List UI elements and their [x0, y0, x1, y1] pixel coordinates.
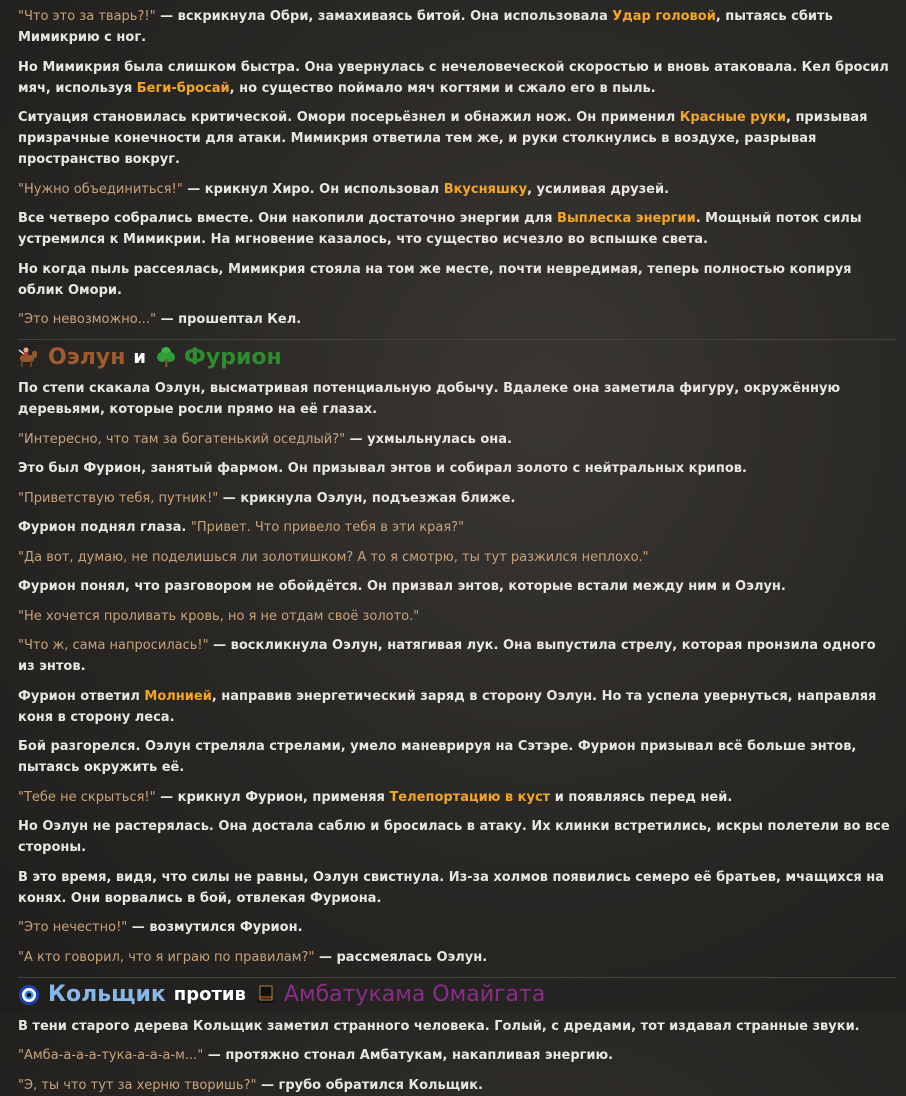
dialogue-quote: "Это невозможно...": [18, 312, 157, 327]
heading-connector: и: [133, 346, 147, 368]
narration-text: В тени старого дерева Кольщик заметил странного человека. Голый, с дредами, тот издавал странные звуки.: [18, 1018, 860, 1034]
skill-name: Телепортацию в куст: [389, 789, 551, 805]
narration-text: Ситуация становилась критической. Омори посерьёзнел и обнажил нож. Он применил: [18, 110, 680, 125]
narration-text: Это был Фурион, занятый фармом. Он призывал энтов и собирал золото с нейтральных крипов.: [18, 461, 747, 476]
narration-text: , пытаясь сбить Мимикрию с ног.: [18, 9, 833, 45]
section-kolshchik-ambatukam: [18, 1012, 896, 1096]
dialogue-quote: "Не хочется проливать кровь, но я не отдам своё золото.": [18, 608, 420, 624]
heading-name-oelun: Оэлун: [48, 344, 126, 370]
narration-text: , направив энергетический заряд в сторону Оэлун. Но та успела увернуться, направляя коня в сторону леса.: [18, 688, 877, 725]
story-paragraph: [18, 378, 896, 420]
narration-text: — воскликнула Оэлун, натягивая лук. Она выпустила стрелу, которая пронзила одного из энтов.: [18, 638, 876, 674]
dialogue-quote: "Амба-а-а-а-тука-а-а-а-м...": [18, 1048, 204, 1063]
narration-text: Но Мимикрия была слишком быстра. Она увернулась с нечеловеческой скоростью и вновь атаковала. Кел бросил мяч, используя: [18, 59, 889, 96]
heading-name-furion: Фурион: [184, 344, 282, 370]
dialogue-quote: "Привет. Что привело тебя в эти края?": [190, 520, 465, 535]
story-paragraph: [18, 458, 896, 479]
narration-text: Все четверо собрались вместе. Они накопили достаточно энергии для: [18, 211, 558, 226]
story-paragraph: [18, 686, 896, 728]
narration-text: — грубо обратился Кольщик.: [256, 1077, 483, 1093]
story-paragraph: [18, 1016, 896, 1037]
narration-text: Фурион ответил: [18, 688, 145, 704]
narration-text: , но существо поймало мяч когтями и сжало его в пыль.: [229, 80, 656, 96]
skill-name: Выплеска энергии: [557, 211, 696, 226]
dialogue-quote: "Что ж, сама напросилась!": [18, 638, 209, 653]
story-paragraph: [18, 947, 896, 968]
narration-text: Фурион понял, что разговором не обойдётся. Он призвал энтов, которые встали между ним и Оэлун.: [18, 579, 786, 594]
story-paragraph: [18, 736, 896, 778]
dialogue-quote: "Нужно объединиться!": [18, 181, 183, 197]
story-paragraph: [18, 816, 896, 858]
section-mimicry-battle: [18, 0, 896, 330]
narration-text: — вскрикнула Обри, замахиваясь битой. Она использовала: [155, 9, 613, 24]
skill-name: Беги-бросай: [136, 80, 230, 96]
story-paragraph: [18, 1075, 896, 1096]
section-oelun-furion: [18, 374, 896, 968]
story-paragraph: [18, 488, 896, 509]
story-paragraph: [18, 208, 896, 250]
narration-text: — прошептал Кел.: [156, 312, 302, 327]
narration-text: — возмутился Фурион.: [127, 920, 303, 935]
story-paragraph: [18, 547, 896, 568]
narration-text: — рассмеялась Оэлун.: [314, 949, 488, 965]
skill-name: Удар головой: [612, 9, 716, 24]
story-paragraph: [18, 57, 896, 99]
narration-text: — ухмыльнулась она.: [345, 431, 512, 447]
story-paragraph: [18, 867, 896, 909]
story-paragraph: [18, 917, 896, 938]
story-paragraph: [18, 576, 896, 597]
dialogue-quote: "Приветствую тебя, путник!": [18, 490, 219, 506]
dialogue-quote: "Это нечестно!": [18, 920, 128, 935]
story-paragraph: [18, 107, 896, 170]
narration-text: Бой разгорелся. Оэлун стреляла стрелами, умело маневрируя на Сэтэре. Фурион призывал всё больше энтов, пытаясь окружить её.: [18, 739, 857, 775]
dialogue-quote: "Интересно, что там за богатенький оседлый?": [18, 431, 346, 447]
narration-text: , призывая призрачные конечности для атаки. Мимикрия ответила тем же, и руки столкнулись в воздухе, разрывая пространство вокруг.: [18, 110, 868, 167]
dialogue-quote: "Э, ты что тут за херню творишь?": [18, 1077, 257, 1093]
story-paragraph: [18, 517, 896, 538]
dialogue-quote: "Что это за тварь?!": [18, 9, 156, 24]
dialogue-quote: "А кто говорил, что я играю по правилам?": [18, 949, 315, 965]
dialogue-quote: "Тебе не скрыться!": [18, 789, 156, 805]
story-paragraph: [18, 787, 896, 808]
tree-icon: [156, 346, 176, 368]
narration-text: — крикнул Хиро. Он использовал: [182, 181, 444, 197]
narration-text: Фурион поднял глаза.: [18, 520, 191, 535]
narration-text: , усиливая друзей.: [527, 181, 670, 197]
narration-text: . Мощный поток силы устремился к Мимикрии. На мгновение казалось, что существо исчезло во вспышке света.: [18, 211, 862, 247]
story-paragraph: [18, 179, 896, 200]
narration-text: — крикнула Оэлун, подъезжая ближе.: [218, 490, 516, 506]
story-paragraph: [18, 606, 896, 627]
skill-name: Красные руки: [679, 110, 786, 125]
narration-text: В это время, видя, что силы не равны, Оэлун свистнула. Из-за холмов появились семеро её братьев, мчащихся на конях. Они ворвались в бой, отвлекая Фуриона.: [18, 869, 885, 906]
story-paragraph: [18, 635, 896, 677]
narration-text: Но Оэлун не растерялась. Она достала саблю и бросилась в атаку. Их клинки встретились, искры полетели во все стороны.: [18, 819, 890, 855]
narration-text: — крикнул Фурион, применяя: [155, 789, 390, 805]
narration-text: Но когда пыль рассеялась, Мимикрия стояла на том же месте, почти невредимая, теперь полностью копируя облик Омори.: [18, 261, 852, 298]
narration-text: По степи скакала Оэлун, высматривая потенциальную добычу. Вдалеке она заметила фигуру, окружённую деревьями, которые росли прямо на её глазах.: [18, 381, 841, 417]
story-paragraph: [18, 429, 896, 450]
story-paragraph: [18, 259, 896, 301]
narration-text: — протяжно стонал Амбатукам, накапливая энергию.: [203, 1048, 614, 1063]
heading-name-ambatukam: Амбатукама Омайгата: [283, 982, 546, 1007]
heading-name-kolshchik: Кольщик: [48, 982, 166, 1007]
story-paragraph: [18, 309, 896, 330]
story-paragraph: [18, 6, 896, 48]
horse-rider-icon: [18, 346, 40, 368]
skill-name: Молнией: [144, 688, 212, 704]
section-heading-kolshchik-ambatukam: [18, 978, 896, 1012]
story-paragraph: [18, 1045, 896, 1066]
narration-text: и появляясь перед ней.: [550, 789, 733, 805]
heading-connector: против: [173, 984, 246, 1005]
dialogue-quote: "Да вот, думаю, не поделишься ли золотишком? А то я смотрю, ты тут разжился неплохо.": [18, 549, 649, 565]
top-hat-icon: [256, 984, 276, 1006]
section-heading-oelun-furion: [18, 340, 896, 374]
nazar-eye-icon: [18, 984, 40, 1006]
skill-name: Вкусняшку: [443, 181, 528, 197]
